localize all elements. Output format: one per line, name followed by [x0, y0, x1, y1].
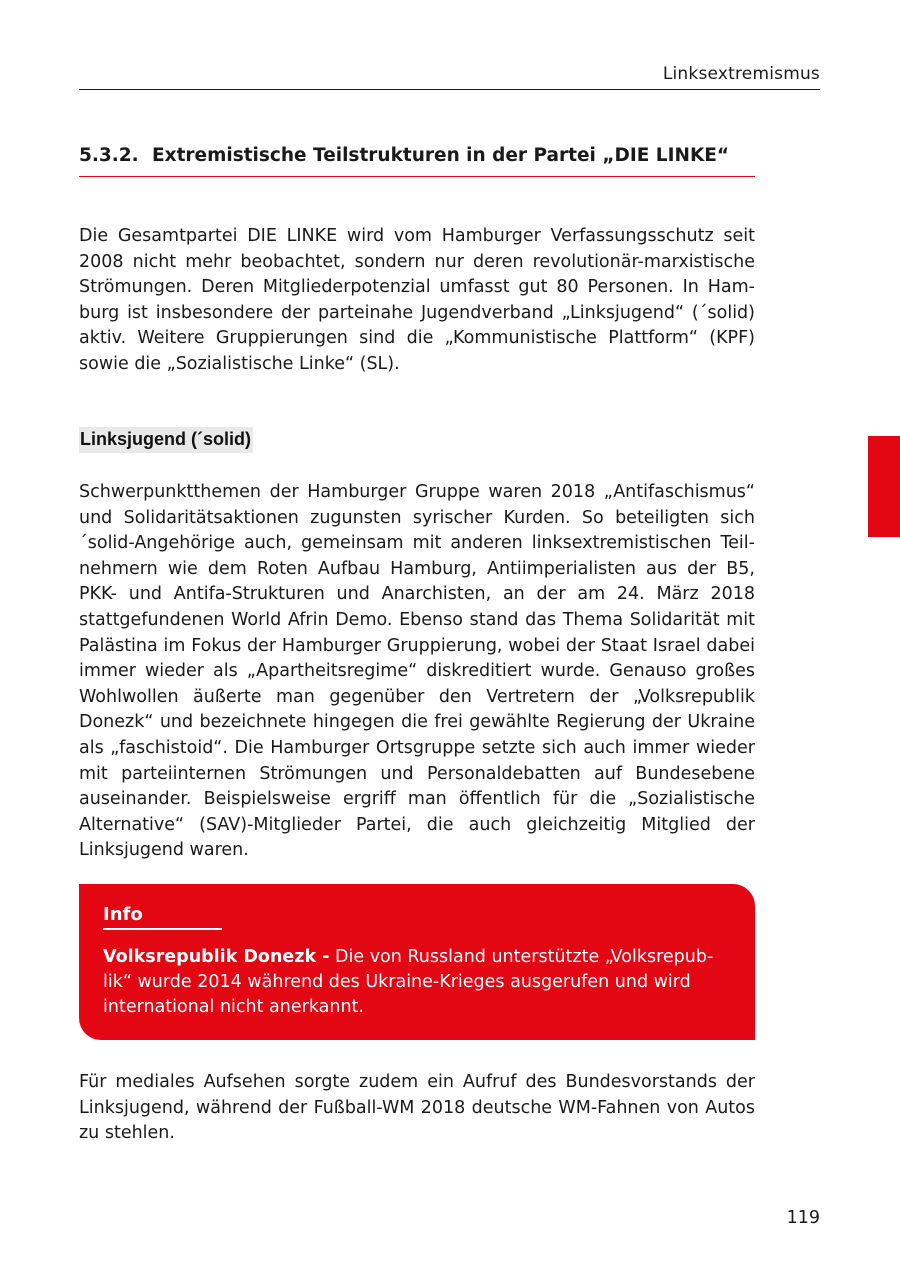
linksjugend-paragraph: Schwerpunktthemen der Hamburger Gruppe waren 2018 „Antifaschismus“ und Solidaritätsaktionen zugunsten syrischer Kurden. So beteiligten sich ´solid-Angehörige auch, gemeinsam mit anderen linksextremistischen Teilnehmern wie dem Roten Aufbau Hamburg, Antiimperialisten aus der B5, PKK- und Antifa-Strukturen und Anarchisten, an der am 24. März 2018 stattgefundenen World Afrin Demo. Ebenso stand das Thema Solidarität mit Palästina im Fokus der Hamburger Gruppierung, wobei der Staat Israel dabei immer wieder als „Apartheitsregime“ diskreditiert wurde. Genauso großes Wohlwollen äußerte man gegenüber den Vertretern der „Volksrepublik Donezk“ und bezeichnete hingegen die frei gewählte Regierung der Ukraine als „faschistoid“. Die Hamburger Ortsgruppe setzte sich auch immer wieder mit parteiinternen Strömungen und Personaldebatten auf Bundesebene auseinander. Beispielsweise ergriff man öffentlich für die „Sozialistische Alternative“ (SAV)-Mitglieder Partei, die auch gleichzeitig Mitglied der Linksjugend waren.: [79, 482, 755, 861]
info-box-term: Volksrepublik Donezk -: [103, 947, 330, 967]
page-number: 119: [786, 1208, 820, 1228]
intro-paragraph: Die Gesamtpartei DIE LINKE wird vom Hamburger Verfassungsschutz seit 2008 nicht mehr beobachtet, sondern nur deren revolutionär-marxistische Strömungen. Deren Mitgliederpotenzial umfasst gut 80 Personen. In Hamburg ist insbesondere der parteinahe Jugendverband „Linksjugend“ (´solid) aktiv. Weitere Gruppierungen sind die „Kommunistische Plattform“ (KPF) sowie die „Sozialistische Linke“ (SL).: [79, 226, 755, 374]
final-paragraph: Für mediales Aufsehen sorgte zudem ein Aufruf des Bundesvorstands der Linksjugend, während der Fußball-WM 2018 deutsche WM-Fahnen von Autos zu stehlen.: [79, 1072, 755, 1144]
section-title: Extremistische Teilstrukturen in der Partei „DIE LINKE“: [152, 145, 730, 166]
info-box-text: [103, 945, 731, 1020]
info-box-title: Info: [103, 904, 143, 925]
section-heading: [79, 145, 755, 166]
info-box-title-rule: [103, 928, 222, 930]
header-rule: [79, 89, 820, 90]
chapter-side-tab: [868, 436, 900, 537]
info-box: [79, 884, 755, 1040]
heading-rule: [79, 176, 755, 177]
info-box-definition: Die von Russland unterstützte „Volksrepublik“ wurde 2014 während des Ukraine-Krieges ausgerufen und wird international nicht anerkannt.: [103, 947, 714, 1017]
subsection-heading: Linksjugend (´solid): [79, 427, 253, 453]
section-number: 5.3.2.: [79, 145, 139, 166]
running-header: Linksextremismus: [662, 64, 820, 84]
